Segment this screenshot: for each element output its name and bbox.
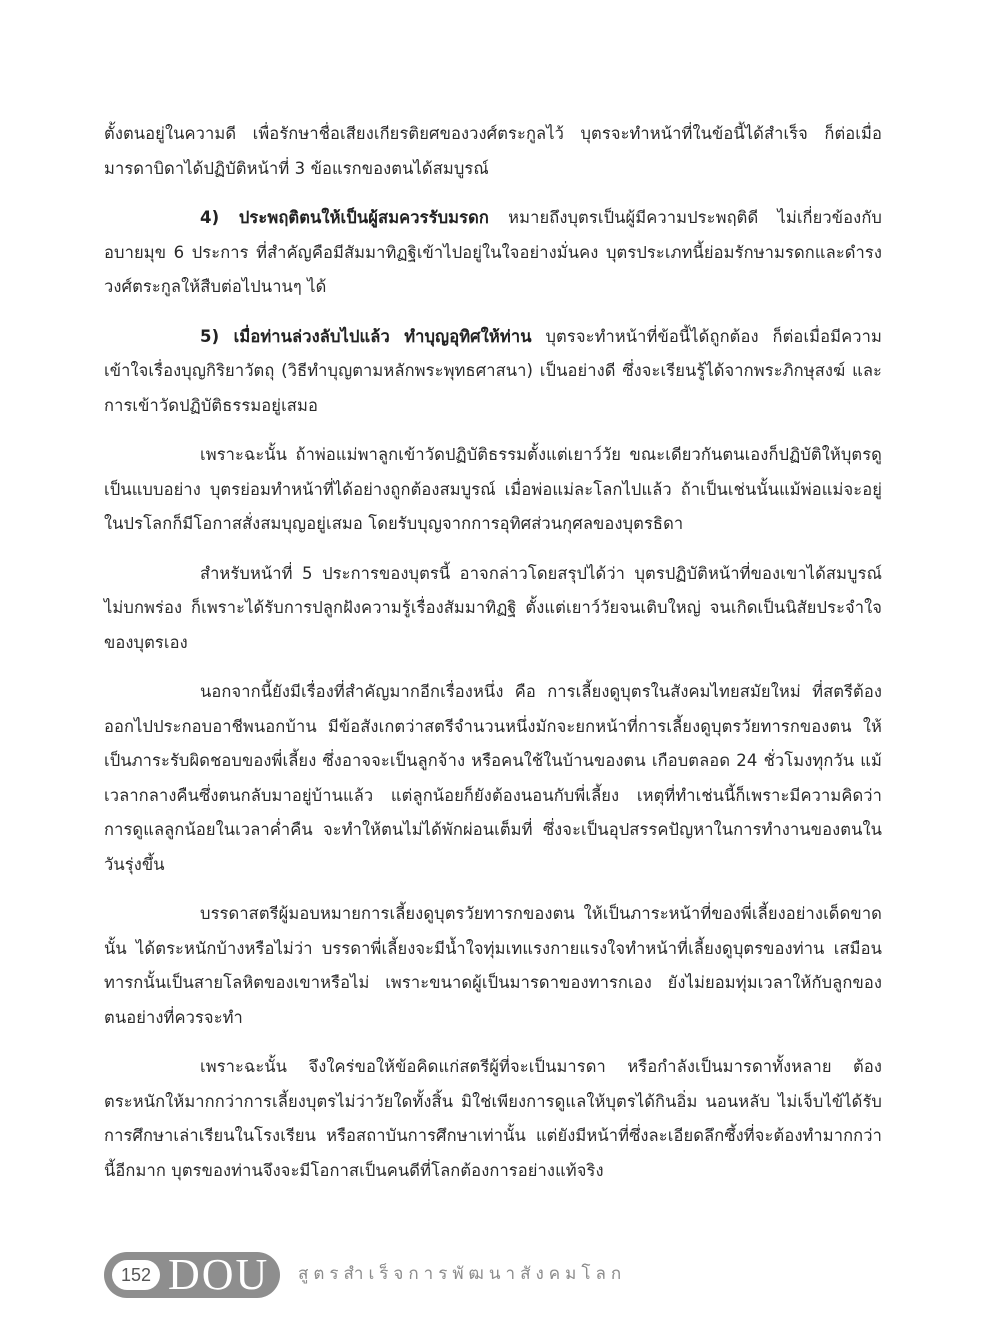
- page-number: 152: [112, 1260, 160, 1290]
- paragraph-text: เพราะฉะนั้น ถ้าพ่อแม่พาลูกเข้าวัดปฏิบัติธรรมตั้งแต่เยาว์วัย ขณะเดียวกันตนเองก็ปฏิบัติให้บุตรดูเป็นแบบอย่าง บุตรย่อมทำหน้าที่ได้อย่างถูกต้องสมบูรณ์ เมื่อพ่อแม่ละโลกไปแล้ว ถ้าเป็นเช่นนั้นแม้พ่อแม่จะอยู่ในปรโลกก็มีโอกาสสั่งสมบุญอยู่เสมอ โดยรับบุญจากการอุทิศส่วนกุศลของบุตรธิดา: [104, 445, 882, 533]
- paragraph-body: [104, 675, 882, 882]
- paragraph-body: [104, 438, 882, 542]
- paragraph-text: บุตรจะทำหน้าที่ข้อนี้ได้ถูกต้อง ก็ต่อเมื่อมีความเข้าใจเรื่องบุญกิริยาวัตถุ (วิธีทำบุญตามหลักพระพุทธศาสนา) เป็นอย่างดี ซึ่งจะเรียนรู้ได้จากพระภิกษุสงฆ์ และการเข้าวัดปฏิบัติธรรมอยู่เสมอ: [104, 326, 882, 415]
- paragraph-body: [104, 1050, 882, 1188]
- paragraph-text: สำหรับหน้าที่ 5 ประการของบุตรนี้ อาจกล่าวโดยสรุปได้ว่า บุตรปฏิบัติหน้าที่ของเขาได้สมบูรณ์ไม่บกพร่อง ก็เพราะได้รับการปลูกฝังความรู้เรื่องสัมมาทิฏฐิ ตั้งแต่เยาว์วัยจนเติบใหญ่ จนเกิดเป็นนิสัยประจำใจของบุตรเอง: [104, 563, 882, 652]
- paragraph-body: [104, 897, 882, 1035]
- page-footer: [104, 1250, 704, 1300]
- footer-badge: [104, 1252, 280, 1298]
- paragraph-text: ตั้งตนอยู่ในความดี เพื่อรักษาชื่อเสียงเกียรติยศของวงศ์ตระกูลไว้ บุตรจะทำหน้าที่ในข้อนี้ได้สำเร็จ ก็ต่อเมื่อ มารดาบิดาได้ปฏิบัติหน้าที่ 3 ข้อแรกของตนได้สมบูรณ์: [104, 124, 882, 178]
- paragraph-body: [104, 557, 882, 661]
- brand-logo: DOU: [168, 1250, 270, 1299]
- paragraph-text: บรรดาสตรีผู้มอบหมายการเลี้ยงดูบุตรวัยทารกของตน ให้เป็นภาระหน้าที่ของพี่เลี้ยงอย่างเด็ดขาดนั้น ได้ตระหนักบ้างหรือไม่ว่า บรรดาพี่เลี้ยงจะมีน้ำใจทุ่มเทแรงกายแรงใจทำหน้าที่เลี้ยงดูบุตรของท่าน เสมือนทารกนั้นเป็นสายโลหิตของเขาหรือไม่ เพราะขนาดผู้เป็นมารดาของทารกเอง ยังไม่ยอมทุ่มเวลาให้กับลูกของตนอย่างที่ควรจะทำ: [104, 904, 882, 1027]
- paragraph-text: เพราะฉะนั้น จึงใคร่ขอให้ข้อคิดแก่สตรีผู้ที่จะเป็นมารดา หรือกำลังเป็นมารดาทั้งหลาย ต้องตระหนักให้มากกว่าการเลี้ยงบุตรไม่ว่าวัยใดทั้งสิ้น มิใช่เพียงการดูแลให้บุตรได้กินอิ่ม นอนหลับ ไม่เจ็บไข้ได้รับการศึกษาเล่าเรียนในโรงเรียน หรือสถาบันการศึกษาเท่านั้น แต่ยังมีหน้าที่ซึ่งละเอียดลึกซึ้งที่จะต้องทำมากกว่านี้อีกมาก บุตรของท่านจึงจะมีโอกาสเป็นคนดีที่โลกต้องการอย่างแท้จริง: [104, 1057, 882, 1180]
- paragraph-continuation: [104, 117, 882, 186]
- paragraph-duty-4: [104, 201, 882, 305]
- paragraph-heading: 5) เมื่อท่านล่วงลับไปแล้ว ทำบุญอุทิศให้ท่าน: [200, 326, 532, 346]
- paragraph-text: นอกจากนี้ยังมีเรื่องที่สำคัญมากอีกเรื่องหนึ่ง คือ การเลี้ยงดูบุตรในสังคมไทยสมัยใหม่ ที่สตรีต้องออกไปประกอบอาชีพนอกบ้าน มีข้อสังเกตว่าสตรีจำนวนหนึ่งมักจะยกหน้าที่การเลี้ยงดูบุตรวัยทารกของตน ให้เป็นภาระรับผิดชอบของพี่เลี้ยง ซึ่งอาจจะเป็นลูกจ้าง หรือคนใช้ในบ้านของตน เกือบตลอด 24 ชั่วโมงทุกวัน แม้เวลากลางคืนซึ่งตนกลับมาอยู่บ้านแล้ว แต่ลูกน้อยก็ยังต้องนอนกับพี่เลี้ยง เหตุที่ทำเช่นนี้ก็เพราะมีความคิดว่า การดูแลลูกน้อยในเวลาค่ำคืน จะทำให้ตนไม่ได้พักผ่อนเต็มที่ ซึ่งจะเป็นอุปสรรคปัญหาในการทำงานของตนในวันรุ่งขึ้น: [104, 682, 882, 874]
- book-title: สูตรสำเร็จการพัฒนาสังคมโลก: [298, 1264, 627, 1284]
- page-body: [104, 117, 882, 1203]
- paragraph-heading: 4) ประพฤติตนให้เป็นผู้สมควรรับมรดก: [200, 208, 490, 227]
- paragraph-text: หมายถึงบุตรเป็นผู้มีความประพฤติดี ไม่เกี่ยวข้องกับอบายมุข 6 ประการ ที่สำคัญคือมีสัมมาทิฏฐิเข้าไปอยู่ในใจอย่างมั่นคง บุตรประเภทนี้ย่อมรักษามรดกและดำรงวงศ์ตระกูลให้สืบต่อไปนานๆ ได้: [104, 208, 882, 296]
- paragraph-duty-5: [104, 320, 882, 424]
